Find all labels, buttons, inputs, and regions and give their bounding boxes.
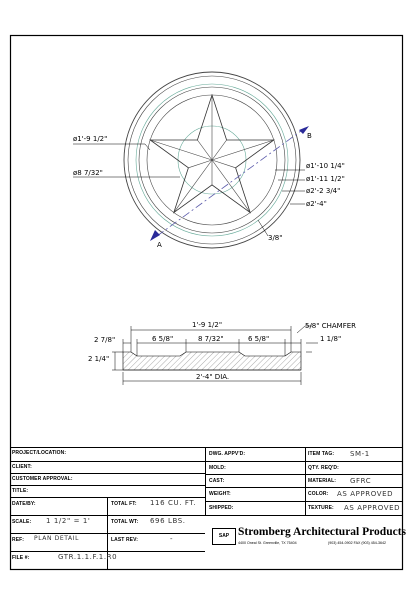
total-ft-label: TOTAL FT: <box>111 501 137 507</box>
scale-value: 1 1/2" = 1' <box>46 517 91 525</box>
dim-right-rise: 1 1/8" <box>320 335 342 343</box>
mold-label: MOLD: <box>209 465 226 471</box>
dim-height: 2 1/4" <box>88 355 110 363</box>
scale-label: SCALE: <box>12 519 32 525</box>
date-by-label: DATE/BY: <box>12 501 36 507</box>
dim-seg-right: 6 5/8" <box>248 335 270 343</box>
dim-chamfer: 5/8" CHAMFER <box>305 322 357 330</box>
total-wt-value: 696 LBS. <box>150 517 186 525</box>
dim-d-2-4: ø2'-4" <box>306 200 327 208</box>
file-number-value: GTR.1.1.F.1.R0 <box>58 553 118 561</box>
dim-d-8-7-32: ø8 7/32" <box>73 169 103 177</box>
dim-d-1-9-half: ø1'-9 1/2" <box>73 135 108 143</box>
section-view <box>123 352 301 370</box>
last-rev-label: LAST REV: <box>111 537 139 543</box>
section-label-a: A <box>157 241 162 249</box>
ref-label: REF: <box>12 537 25 543</box>
total-ft-value: 116 CU. FT. <box>150 499 197 507</box>
ref-value: PLAN DETAIL <box>34 535 80 542</box>
dim-d-1-11-half: ø1'-11 1/2" <box>306 175 345 183</box>
texture-value: AS APPROVED <box>344 504 401 512</box>
item-tag-value: SM-1 <box>350 450 370 458</box>
material-label: MATERIAL: <box>308 478 337 484</box>
plan-leaders <box>73 144 305 236</box>
weight-label: WEIGHT: <box>209 491 231 497</box>
company-name: Stromberg Architectural Products <box>238 526 407 538</box>
title-block <box>10 447 407 569</box>
company-address: 4400 Oneal St. Greenville, TX 75404 <box>238 541 297 545</box>
project-location-label: PROJECT/LOCATION: <box>12 450 67 456</box>
dim-d-2-2-three-quarter: ø2'-2 3/4" <box>306 187 341 195</box>
company-phone: (903) 454-0902 FAX (903) 454-3642 <box>328 541 386 545</box>
plan-view <box>124 72 305 248</box>
dim-d-1-10-quarter: ø1'-10 1/4" <box>306 162 345 170</box>
dim-top-width: 1'-9 1/2" <box>192 321 223 329</box>
last-rev-value: - <box>170 535 174 543</box>
material-value: GFRC <box>350 477 372 485</box>
section-label-b: B <box>307 132 312 140</box>
section-arrow-a <box>150 230 160 241</box>
dwg-appvd-label: DWG. APPV'D: <box>209 451 246 457</box>
dim-left-lip: 2 7/8" <box>94 336 116 344</box>
shipped-label: SHIPPED: <box>209 505 234 511</box>
item-tag-label: ITEM TAG: <box>308 451 335 457</box>
customer-approval-label: CUSTOMER APPROVAL: <box>12 476 73 482</box>
file-number-label: FILE #: <box>12 555 30 561</box>
dim-overall: 2'-4" DIA. <box>196 373 230 381</box>
qty-required-label: QTY. REQ'D: <box>308 465 339 471</box>
texture-label: TEXTURE: <box>308 505 334 511</box>
dim-three-eighths: 3/8" <box>268 234 283 242</box>
company-logo-icon: SAP <box>212 528 236 545</box>
cast-label: CAST: <box>209 478 225 484</box>
color-value: AS APPROVED <box>337 490 394 498</box>
client-label: CLIENT: <box>12 464 32 470</box>
dim-seg-mid: 8 7/32" <box>198 335 224 343</box>
total-wt-label: TOTAL WT: <box>111 519 139 525</box>
color-label: COLOR: <box>308 491 329 497</box>
title-label: TITLE: <box>12 488 29 494</box>
dim-seg-left: 6 5/8" <box>152 335 174 343</box>
